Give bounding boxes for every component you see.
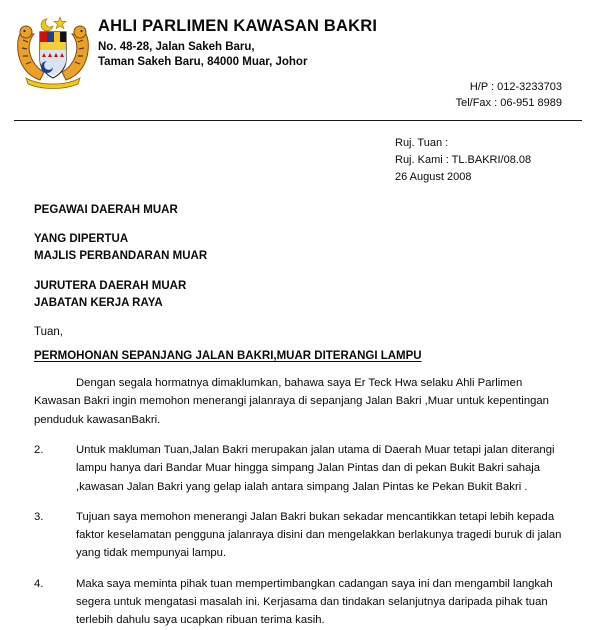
addressee-group-2 xyxy=(34,231,570,266)
ruj-kami: Ruj. Kami : TL.BAKRI/08.08 xyxy=(395,153,532,166)
phone-number: H/P : 012-3233703 xyxy=(469,80,562,93)
paragraph-number: 2. xyxy=(34,443,44,456)
fax-number: Tel/Fax : 06-951 8989 xyxy=(455,97,562,110)
addressee-line: YANG DIPERTUA xyxy=(34,233,129,246)
letter-date: 26 August 2008 xyxy=(395,170,472,183)
paragraph-text: Maka saya meminta pihak tuan mempertimbangkan cadangan saya ini dan mengambil langkah segera untuk mengatasi masalah ini. Kerjasama dan tindakan selanjutnya daripada pihak tuan terlebih dahulu saya ucapkan ribuan terima kasih. xyxy=(76,577,553,627)
contact-block xyxy=(98,79,562,112)
addressee-group-1 xyxy=(34,202,570,219)
paragraph-text: Tujuan saya memohon menerangi Jalan Bakri bukan sekadar mencantikkan tetapi lebih kepada faktor keselamatan pengguna jalanraya disini dan mengelakkan berlakunya tragedi buruk di jalan yang tidak mempunyai lampu. xyxy=(76,510,562,560)
addressee-line: JURUTERA DAERAH MUAR xyxy=(34,279,187,292)
paragraph-3 xyxy=(34,508,570,563)
ruj-tuan: Ruj. Tuan : xyxy=(395,136,449,149)
salutation: Tuan, xyxy=(34,326,63,339)
address-line-1: No. 48-28, Jalan Sakeh Baru, xyxy=(98,40,255,53)
addressee-line: MAJLIS PERBANDARAN MUAR xyxy=(34,250,208,263)
paragraph-4 xyxy=(34,575,570,630)
malaysia-coat-of-arms-icon xyxy=(14,12,92,90)
paragraph-number: 4. xyxy=(34,577,44,590)
organisation-name: AHLI PARLIMEN KAWASAN BAKRI xyxy=(98,17,378,35)
letterhead-text xyxy=(92,10,582,112)
header-divider xyxy=(14,120,582,121)
addressee-line: JABATAN KERJA RAYA xyxy=(34,296,163,309)
addressee-group-3 xyxy=(34,278,570,313)
paragraph-2 xyxy=(34,441,570,496)
paragraph-text: Untuk makluman Tuan,Jalan Bakri merupakan jalan utama di Daerah Muar tetapi jalan diterangi lampu hanya dari Bandar Muar hingga simpang Jalan Pintas dan di pekan Bukit Bakri sahaja ,kawasan Jalan Bakri yang gelap ialah antara simpang Jalan Pintas ke Pekan Bukit Bakri . xyxy=(76,443,555,493)
letterhead xyxy=(0,0,600,112)
paragraph-1 xyxy=(34,374,570,429)
addressee-block xyxy=(34,202,570,312)
paragraph-text: Dengan segala hormatnya dimaklumkan, bahawa saya Er Teck Hwa selaku Ahli Parlimen Kawasan Bakri ingin memohon menerangi jalanraya di sepanjang Jalan Bakri ,Muar untuk kepentingan penduduk kawasanBakri. xyxy=(34,377,549,426)
addressee-line: PEGAWAI DAERAH MUAR xyxy=(34,203,178,216)
address-line-2: Taman Sakeh Baru, 84000 Muar, Johor xyxy=(98,56,308,69)
reference-block xyxy=(0,135,580,186)
paragraph-number: 3. xyxy=(34,510,44,523)
letter-body xyxy=(0,202,600,630)
subject-line: PERMOHONAN SEPANJANG JALAN BAKRI,MUAR DITERANGI LAMPU xyxy=(34,350,422,363)
